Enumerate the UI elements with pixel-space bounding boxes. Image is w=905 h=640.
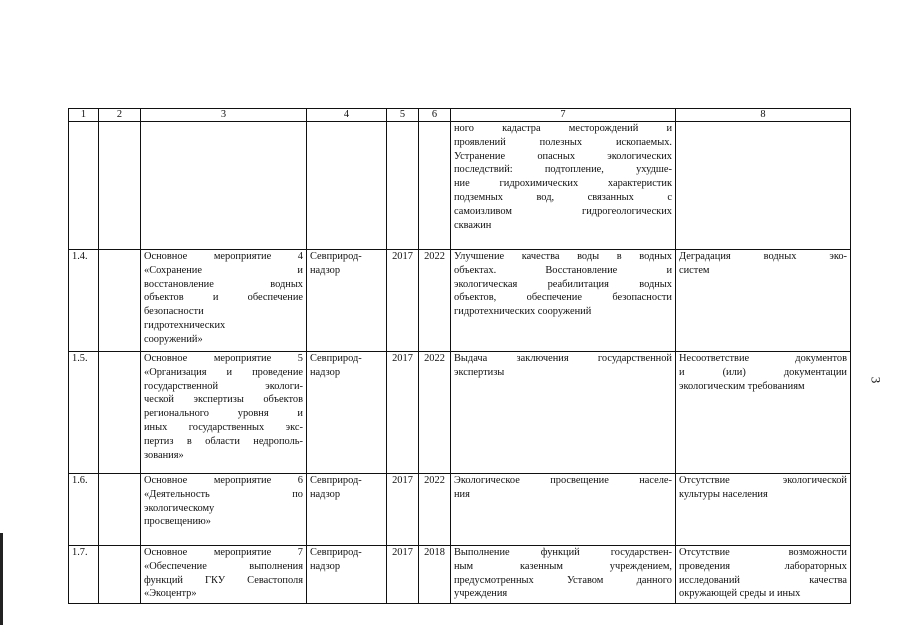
expected-result <box>451 352 676 474</box>
expected-result <box>451 546 676 604</box>
text-line: окружающей среды и иных <box>679 588 801 600</box>
text-line: культуры населения <box>679 488 768 500</box>
text-line: проявлений полезных ископаемых. <box>454 136 672 148</box>
end-year: 2018 <box>419 546 451 604</box>
end-year: 2022 <box>419 352 451 474</box>
text-line: надзор <box>310 264 341 276</box>
text-line: восстановление водных <box>144 278 303 290</box>
column-header-8: 8 <box>676 109 851 122</box>
expected-result <box>451 250 676 352</box>
text-line: функций ГКУ Севастополя <box>144 574 303 586</box>
text-line: последствий: подтопление, ухудше- <box>454 164 672 176</box>
text-line: скважин <box>454 219 492 231</box>
text-line: экологическим требованиям <box>679 380 805 392</box>
executor <box>307 474 387 546</box>
text-line: подземных вод, связанных с <box>454 191 672 203</box>
text-line: зования» <box>144 449 184 461</box>
table-row <box>69 546 851 604</box>
executor <box>307 352 387 474</box>
text-line: «Экоцентр» <box>144 588 197 600</box>
text-line: ного кадастра месторождений и <box>454 123 672 134</box>
end-year: 2022 <box>419 250 451 352</box>
text-line: объектах. Восстановление и <box>454 264 672 276</box>
text-line: Выдача заключения государственной <box>454 353 672 364</box>
text-line: «Деятельность по <box>144 488 303 500</box>
measure-name <box>141 352 307 474</box>
text-line: Севприрод- <box>310 475 362 486</box>
cell-empty <box>419 122 451 250</box>
text-line: ния <box>454 488 470 500</box>
row-number: 1.6. <box>69 474 99 546</box>
start-year: 2017 <box>387 546 419 604</box>
column-header-1: 1 <box>69 109 99 122</box>
left-margin-mark <box>0 533 3 625</box>
text-line: Деградация водных эко- <box>679 251 847 262</box>
table-row <box>69 250 851 352</box>
text-line: «Организация и проведение <box>144 366 303 378</box>
column-header-4: 4 <box>307 109 387 122</box>
text-line: Несоответствие документов <box>679 353 847 364</box>
row-number: 1.4. <box>69 250 99 352</box>
continuation-result <box>451 122 676 250</box>
text-line: проведения лабораторных <box>679 560 847 572</box>
text-line: просвещению» <box>144 516 211 528</box>
text-line: Основное мероприятие 6 <box>144 475 303 486</box>
text-line: ние гидрохимических характеристик <box>454 178 672 190</box>
end-year: 2022 <box>419 474 451 546</box>
text-line: Устранение опасных экологических <box>454 150 672 162</box>
executor <box>307 250 387 352</box>
text-line: исследований качества <box>679 574 847 586</box>
text-line: регионального уровня и <box>144 408 303 420</box>
cell-empty <box>676 122 851 250</box>
text-line: гидротехнических <box>144 319 226 331</box>
row-col2 <box>99 352 141 474</box>
table-row <box>69 474 851 546</box>
text-line: Основное мероприятие 7 <box>144 547 303 558</box>
text-line: Отсутствие возможности <box>679 547 847 558</box>
text-line: пертиз в области недрополь- <box>144 435 303 447</box>
start-year: 2017 <box>387 474 419 546</box>
continuation-row <box>69 122 851 250</box>
measure-name <box>141 250 307 352</box>
text-line: предусмотренных Уставом данного <box>454 574 672 586</box>
text-line: надзор <box>310 488 341 500</box>
header-row <box>69 109 851 122</box>
column-header-7: 7 <box>451 109 676 122</box>
program-table <box>68 108 851 604</box>
text-line: Основное мероприятие 5 <box>144 353 303 364</box>
measure-name <box>141 546 307 604</box>
text-line: экологическому <box>144 502 215 514</box>
executor <box>307 546 387 604</box>
text-line: надзор <box>310 366 341 378</box>
text-line: Улучшение качества воды в водных <box>454 251 672 262</box>
text-line: ческой экспертизы объектов <box>144 394 303 406</box>
text-line: государственной экологи- <box>144 380 303 392</box>
row-number: 1.5. <box>69 352 99 474</box>
cell-empty <box>307 122 387 250</box>
text-line: учреждения <box>454 588 508 600</box>
column-header-3: 3 <box>141 109 307 122</box>
text-line: экспертизы <box>454 366 505 378</box>
row-col2 <box>99 546 141 604</box>
column-header-5: 5 <box>387 109 419 122</box>
text-line: систем <box>679 264 710 276</box>
text-line: Основное мероприятие 4 <box>144 251 303 262</box>
text-line: «Обеспечение выполнения <box>144 560 303 572</box>
text-line: иных государственных экс- <box>144 421 303 433</box>
expected-result <box>451 474 676 546</box>
text-line: Выполнение функций государствен- <box>454 547 672 558</box>
start-year: 2017 <box>387 250 419 352</box>
text-line: и (или) документации <box>679 366 847 378</box>
consequence <box>676 250 851 352</box>
row-number: 1.7. <box>69 546 99 604</box>
page-number: 3 <box>868 376 884 384</box>
cell-empty <box>99 122 141 250</box>
text-line: самоизливом гидрогеологических <box>454 205 672 217</box>
row-col2 <box>99 474 141 546</box>
text-line: Севприрод- <box>310 251 362 262</box>
text-line: объектов и обеспечение <box>144 292 303 304</box>
text-line: ным казенным учреждением, <box>454 560 672 572</box>
cell-empty <box>69 122 99 250</box>
cell-empty <box>141 122 307 250</box>
consequence <box>676 352 851 474</box>
text-line: сооружений» <box>144 333 203 345</box>
start-year: 2017 <box>387 352 419 474</box>
text-line: экологическая реабилитация водных <box>454 278 672 290</box>
consequence <box>676 546 851 604</box>
table-row <box>69 352 851 474</box>
text-line: надзор <box>310 560 341 572</box>
column-header-6: 6 <box>419 109 451 122</box>
text-line: объектов, обеспечение безопасности <box>454 292 672 304</box>
cell-empty <box>387 122 419 250</box>
row-col2 <box>99 250 141 352</box>
text-line: гидротехнических сооружений <box>454 306 592 318</box>
text-line: «Сохранение и <box>144 264 303 276</box>
text-line: Отсутствие экологической <box>679 475 847 486</box>
text-line: безопасности <box>144 306 204 318</box>
measure-name <box>141 474 307 546</box>
column-header-2: 2 <box>99 109 141 122</box>
text-line: Севприрод- <box>310 353 362 364</box>
consequence <box>676 474 851 546</box>
text-line: Экологическое просвещение населе- <box>454 475 672 486</box>
text-line: Севприрод- <box>310 547 362 558</box>
